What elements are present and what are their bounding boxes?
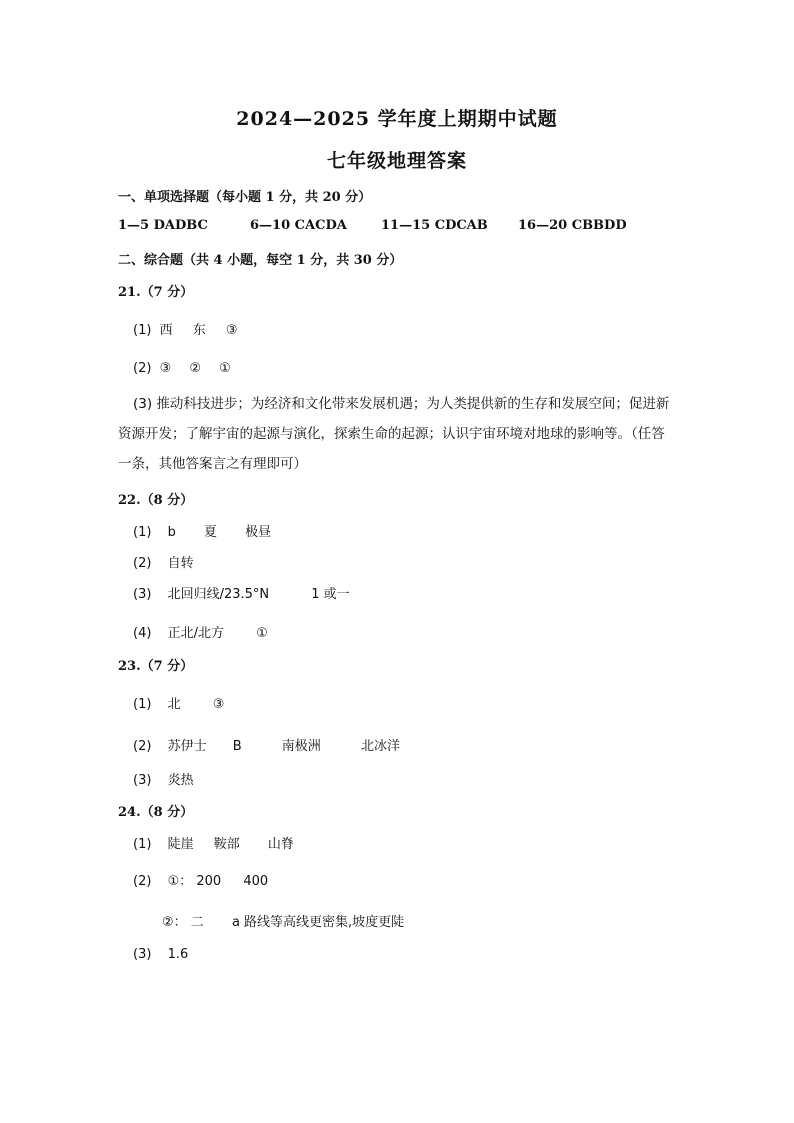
answer-item: 400 (243, 874, 269, 889)
answer-item: ② (189, 361, 202, 376)
answer-item: ① (256, 626, 268, 641)
mc-range: 16—20 (518, 218, 568, 233)
answer-item: 正北/北方 (167, 626, 224, 641)
part-label: (3) (133, 947, 152, 962)
mc-answers: CACDA (294, 218, 347, 233)
answer-item: 自转 (167, 556, 194, 571)
mc-answer-group-3 (381, 218, 488, 233)
part-label: (2) (133, 556, 152, 571)
answer-item: 1 或一 (311, 587, 350, 602)
q22-part3 (133, 583, 350, 602)
q23-part3 (133, 769, 194, 788)
answer-item: 北冰洋 (360, 739, 400, 754)
q24-part2-sub1 (133, 870, 268, 889)
q22-heading: 22.（8 分） (118, 493, 194, 508)
document-title: 2024—2025 学年度上期期中试题 (236, 108, 558, 130)
q23-part2 (133, 735, 400, 754)
mc-range: 1—5 (118, 218, 150, 233)
part-label: (2) (133, 874, 152, 889)
mc-answers: DADBC (153, 218, 208, 233)
answer-item: 鞍部 (213, 837, 240, 852)
answer-item: b (167, 525, 176, 540)
answer-item: 陡崖 (167, 837, 194, 852)
answer-item: 炎热 (167, 773, 194, 788)
mc-answer-group-2 (250, 218, 347, 233)
answer-item: 东 (192, 323, 206, 338)
answer-item: ③ (159, 361, 172, 376)
sub-label: ②： (162, 915, 187, 930)
section1-heading: 一、单项选择题（每小题 1 分，共 20 分） (118, 190, 372, 205)
answer-item: 山脊 (267, 837, 294, 852)
answer-item: 南极洲 (281, 739, 321, 754)
q21-heading: 21.（7 分） (118, 285, 194, 300)
part-label: (4) (133, 626, 152, 641)
mc-answers: CBBDD (571, 218, 627, 233)
part-label: (3) (133, 587, 152, 602)
answer-item: 北回归线/23.5°N (167, 587, 270, 602)
answer-item: 1.6 (167, 947, 189, 962)
section2-heading: 二、综合题（共 4 小题，每空 1 分，共 30 分） (118, 253, 403, 268)
q22-part1 (133, 521, 271, 540)
answer-item: 苏伊士 (167, 739, 207, 754)
answer-item: ① (219, 361, 231, 376)
part-label: (2) (133, 361, 152, 376)
mc-answers: CDCAB (434, 218, 488, 233)
answer-item: 西 (159, 323, 173, 338)
answer-item: ③ (225, 323, 238, 338)
mc-answer-group-1 (118, 218, 208, 233)
answer-item: B (232, 739, 242, 754)
part-label: (1) (133, 525, 152, 540)
answer-item: 200 (196, 874, 222, 889)
document-subtitle: 七年级地理答案 (326, 150, 467, 172)
q21-part3 (118, 389, 678, 479)
q24-part3 (133, 947, 188, 962)
part-label: (1) (133, 323, 152, 338)
answer-item: 北 (167, 697, 181, 712)
q24-heading: 24.（8 分） (118, 805, 194, 820)
answer-item: 二 (190, 915, 204, 930)
part-label: (3) (133, 773, 152, 788)
mc-range: 6—10 (250, 218, 291, 233)
part-label: (2) (133, 739, 152, 754)
answer-item: ③ (212, 697, 225, 712)
part-label: (3) (133, 396, 153, 412)
q21-part1 (133, 319, 238, 338)
mc-answer-group-4 (518, 218, 627, 233)
sub-label: ①： (167, 874, 193, 889)
answer-text: 推动科技进步；为经济和文化带来发展机遇；为人类提供新的生存和发展空间；促进新资源开发；了解宇宙的起源与演化，探索生命的起源；认识宇宙环境对地球的影响等。（任答一条，其他答案言之有理即可） (118, 396, 670, 472)
q23-heading: 23.（7 分） (118, 659, 194, 674)
q23-part1 (133, 693, 224, 712)
q24-part1 (133, 833, 294, 852)
q22-part4 (133, 622, 268, 641)
answer-item: a 路线等高线更密集,坡度更陡 (231, 915, 405, 930)
q24-part2-sub2 (162, 911, 404, 930)
mc-range: 11—15 (381, 218, 431, 233)
answer-item: 夏 (203, 525, 217, 540)
q21-part2 (133, 361, 231, 376)
part-label: (1) (133, 697, 152, 712)
part-label: (1) (133, 837, 152, 852)
answer-item: 极昼 (245, 525, 272, 540)
q22-part2 (133, 552, 194, 571)
